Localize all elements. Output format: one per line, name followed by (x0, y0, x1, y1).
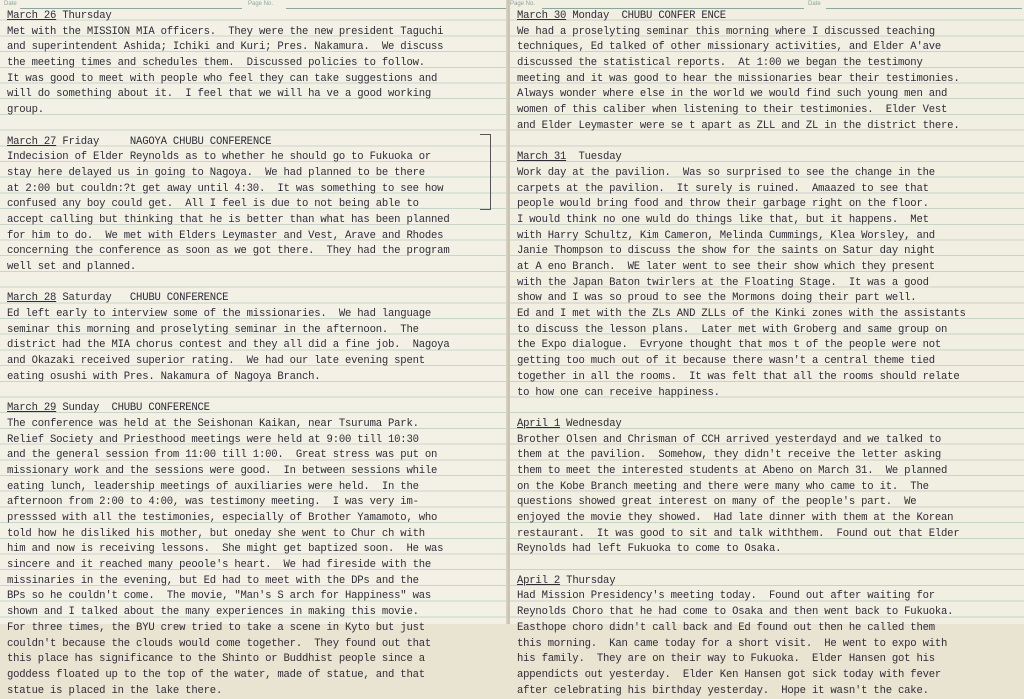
text-line: BPs so he couldn't come. The movie, "Man's S arch for Happiness" was (7, 590, 432, 603)
entry-heading-detail: Thursday (560, 574, 616, 587)
text-line: goddess floated up to the top of the water, made of statue, and that (7, 668, 425, 681)
entry-heading (517, 9, 1020, 25)
text-line: missinaries in the evening, but Ed had to meet with the DPs and the (7, 574, 419, 587)
text-line: Reynolds Choro that he had come to Osaka and then went back to Fukuoka. (517, 606, 954, 619)
text-line: with the Japan Baton twirlers at the Floating Stage. It was a good (517, 276, 929, 289)
text-line: sincere and it reached many peoole's heart. We had fireside with the (7, 559, 432, 572)
entry-heading-detail: Sunday CHUBU CONFERENCE (56, 402, 210, 415)
text-line: to discuss the lesson plans. Later met with Groberg and same group on (517, 323, 948, 336)
entry-heading-detail: Monday CHUBU CONFER ENCE (566, 10, 726, 22)
entry-date: April 2 (517, 574, 561, 587)
text-line: him and now is receiving lessons. She might get baptized soon. He was (7, 543, 444, 556)
text-line: enjoyed the movie they showed. Had late dinner with them at the Korean (517, 512, 954, 524)
text-line: missionary work and the sessions were good. In between sessions while (7, 464, 438, 477)
text-line: at A eno Branch. WE later went to see their show which they present (517, 261, 935, 273)
text-line: Ed and I met with the ZLs AND ZLLs of the Kinki zones with the assistants (517, 308, 966, 321)
entry-date: March 28 (7, 292, 57, 305)
entry-date: March 30 (517, 10, 567, 22)
text-line: women of this caliber when listening to their testimonies. Elder Vest (517, 104, 948, 117)
page-no-label: Page No. (248, 1, 274, 7)
date-label: Date (4, 1, 17, 7)
text-line: after celebrating his birthday yesterday. Hope it wasn't the cake. (517, 684, 929, 697)
text-line: well set and planned. (7, 261, 137, 273)
text-line: Easthope choro didn't call back and Ed found out then he called them (517, 621, 935, 634)
left-page (0, 0, 508, 697)
text-line: I would think no one wuld do things like that, but it happens. Met (517, 213, 929, 226)
text-line: them to meet the interested students at Abeno on March 31. We planned (517, 464, 948, 477)
text-line: and the general session from 11:00 till 1:00. Great stress was put on (7, 449, 438, 462)
text-line: shown and I talked about the many experiences in making this movie. (7, 606, 419, 619)
text-line: Always wonder where else in the world we would find such young men and (517, 88, 948, 101)
text-line: the Expo dialogue. Evryone thought that mos t of the people were not (517, 339, 942, 352)
text-line: people would bring food and throw their garbage right on the floor. (517, 198, 929, 211)
text-line: for him to do. We met with Elders Leymaster and Vest, Arave and Rhodes (7, 229, 444, 242)
entry-heading-detail: Thursday (56, 10, 112, 22)
entry-heading-detail: Tuesday (566, 151, 622, 164)
text-line (517, 558, 1020, 574)
text-line: couldn't because the clouds would come together. They found out that (7, 637, 432, 650)
entry-heading (7, 135, 504, 151)
text-line: on the Kobe Branch meeting and there were many who came to it. The (517, 480, 929, 493)
entry-heading (7, 9, 504, 25)
entry-heading-detail: Friday NAGOYA CHUBU CONFERENCE (56, 135, 272, 148)
entry-date: March 31 (517, 151, 567, 164)
right-page-text (517, 9, 1020, 699)
text-line: accept calling but thinking that he is better than what has been planned (7, 213, 450, 226)
text-line: confused any boy could get. All I feel is due to not being able to (7, 198, 419, 211)
text-line: For three times, the BYU crew tried to take a scene in Kyto but just (7, 621, 425, 634)
text-line: getting too much out of it because there wasn't a central theme tied (517, 355, 935, 368)
entry-heading-detail: Saturday CHUBU CONFERENCE (56, 292, 229, 305)
text-line: his family. They are on their way to Fukuoka. Elder Hansen got his (517, 653, 935, 666)
text-line: The conference was held at the Seishonan Kaikan, near Tsuruma Park. (7, 417, 419, 430)
text-line: questions showed great interest on many of the people's part. We (517, 496, 917, 509)
text-line: restaurant. It was good to sit and talk withthem. Found out that Elder (517, 527, 960, 540)
text-line: and Elder Leymaster were se t apart as ZLL and ZL in the district there. (517, 119, 960, 132)
entry-date: March 27 (7, 135, 57, 148)
date-label: Date (808, 1, 821, 7)
text-line: Janie Thompson to discuss the show for the saints on Satur day night (517, 245, 935, 258)
text-line: to how one can receive happiness. (517, 386, 720, 399)
entry-date: March 26 (7, 10, 57, 22)
text-line: Reynolds had left Fukuoka to come to Osaka. (517, 543, 782, 556)
text-line: at 2:00 but couldn:?t get away until 4:30. It was something to see how (7, 182, 444, 195)
text-line: told how he disliked his mother, but oneday she went to Chur ch with (7, 527, 425, 540)
left-page-header (0, 0, 508, 8)
left-page-text (7, 9, 504, 699)
text-line: stay here delayed us in going to Nagoya. We had planned to be there (7, 166, 425, 179)
text-line: show and I was so proud to see the Mormons doing their part well. (517, 292, 917, 305)
text-line: with Harry Schultz, Kim Cameron, Melinda Cummings, Klea Worsley, and (517, 229, 935, 242)
text-line (517, 135, 1020, 151)
text-line: Work day at the pavilion. Was so surprised to see the change in the (517, 166, 935, 179)
text-line: discussed the statistical reports. At 1:00 we began the testimony (517, 57, 923, 70)
text-line: eating lunch, leadership meetings of auxiliaries were held. In the (7, 480, 419, 493)
text-line: presssed with all the testimonies, especially of Brother Yamamoto, who (7, 512, 438, 524)
margin-bracket (480, 134, 491, 210)
text-line (7, 276, 504, 292)
text-line: eating osushi with Pres. Nakamura of Nagoya Branch. (7, 370, 321, 383)
text-line: concerning the conference as soon as we got there. They had the program (7, 245, 450, 258)
text-line (7, 386, 504, 402)
text-line: seminar this morning and proselyting seminar in the afternoon. The (7, 323, 419, 336)
text-line (517, 401, 1020, 417)
right-page (510, 0, 1024, 697)
text-line: Brother Olsen and Chrisman of CCH arrived yesterdayd and we talked to (517, 433, 942, 446)
entry-heading-detail: Wednesday (560, 417, 622, 430)
text-line: group. (7, 104, 44, 117)
text-line: and superintendent Ashida; Ichiki and Kuri; Pres. Nakamura. We discuss (7, 41, 444, 54)
entry-heading (517, 417, 1020, 433)
entry-date: April 1 (517, 417, 561, 430)
text-line: and Okazaki received superior rating. We had our late evening spent (7, 355, 425, 368)
text-line: statue is placed in the lake there. (7, 684, 223, 697)
right-page-header (510, 0, 1024, 8)
text-line: them at the pavilion. Somehow, they didn't receive the letter asking (517, 449, 942, 462)
text-line: Had Mission Presidency's meeting today. Found out after waiting for (517, 590, 935, 603)
text-line: this place has significance to the Shinto or Buddhist people since a (7, 653, 425, 666)
text-line: the meeting times and schedules them. Discussed policies to follow. (7, 57, 425, 70)
page-no-label: Page No. (510, 1, 536, 7)
text-line: Relief Society and Priesthood meetings were held at 9:00 till 10:30 (7, 433, 419, 446)
entry-heading (7, 291, 504, 307)
text-line: afternoon from 2:00 to 4:00, was testimony meeting. I was very im- (7, 496, 419, 509)
text-line: will do something about it. I feel that we will ha ve a good working (7, 88, 432, 101)
text-line: together in all the rooms. It was felt that all the rooms should relate (517, 370, 960, 383)
text-line: techniques, Ed talked of other missionary activities, and Elder A'ave (517, 41, 942, 54)
text-line: appendicts out yesterday. Elder Ken Hansen got sick today with fever (517, 668, 942, 681)
text-line: It was good to meet with people who feel they can take suggestions and (7, 72, 438, 85)
text-line: Indecision of Elder Reynolds as to whether he should go to Fukuoka or (7, 151, 432, 164)
text-line: Met with the MISSION MIA officers. They were the new president Taguchi (7, 25, 444, 38)
text-line: this morning. Kan came today for a short visit. He went to expo with (517, 637, 948, 650)
text-line: carpets at the pavilion. It surely is ruined. Amaazed to see that (517, 182, 929, 195)
text-line (7, 119, 504, 135)
text-line: We had a proselyting seminar this morning where I discussed teaching (517, 25, 935, 38)
text-line: district had the MIA chorus contest and they all did a fine job. Nagoya (7, 339, 450, 352)
entry-heading (517, 150, 1020, 166)
text-line: Ed left early to interview some of the missionaries. We had language (7, 308, 432, 321)
entry-heading (517, 574, 1020, 590)
entry-date: March 29 (7, 402, 57, 415)
entry-heading (7, 401, 504, 417)
text-line: meeting and it was good to hear the missionaries bear their testimonies. (517, 72, 960, 85)
